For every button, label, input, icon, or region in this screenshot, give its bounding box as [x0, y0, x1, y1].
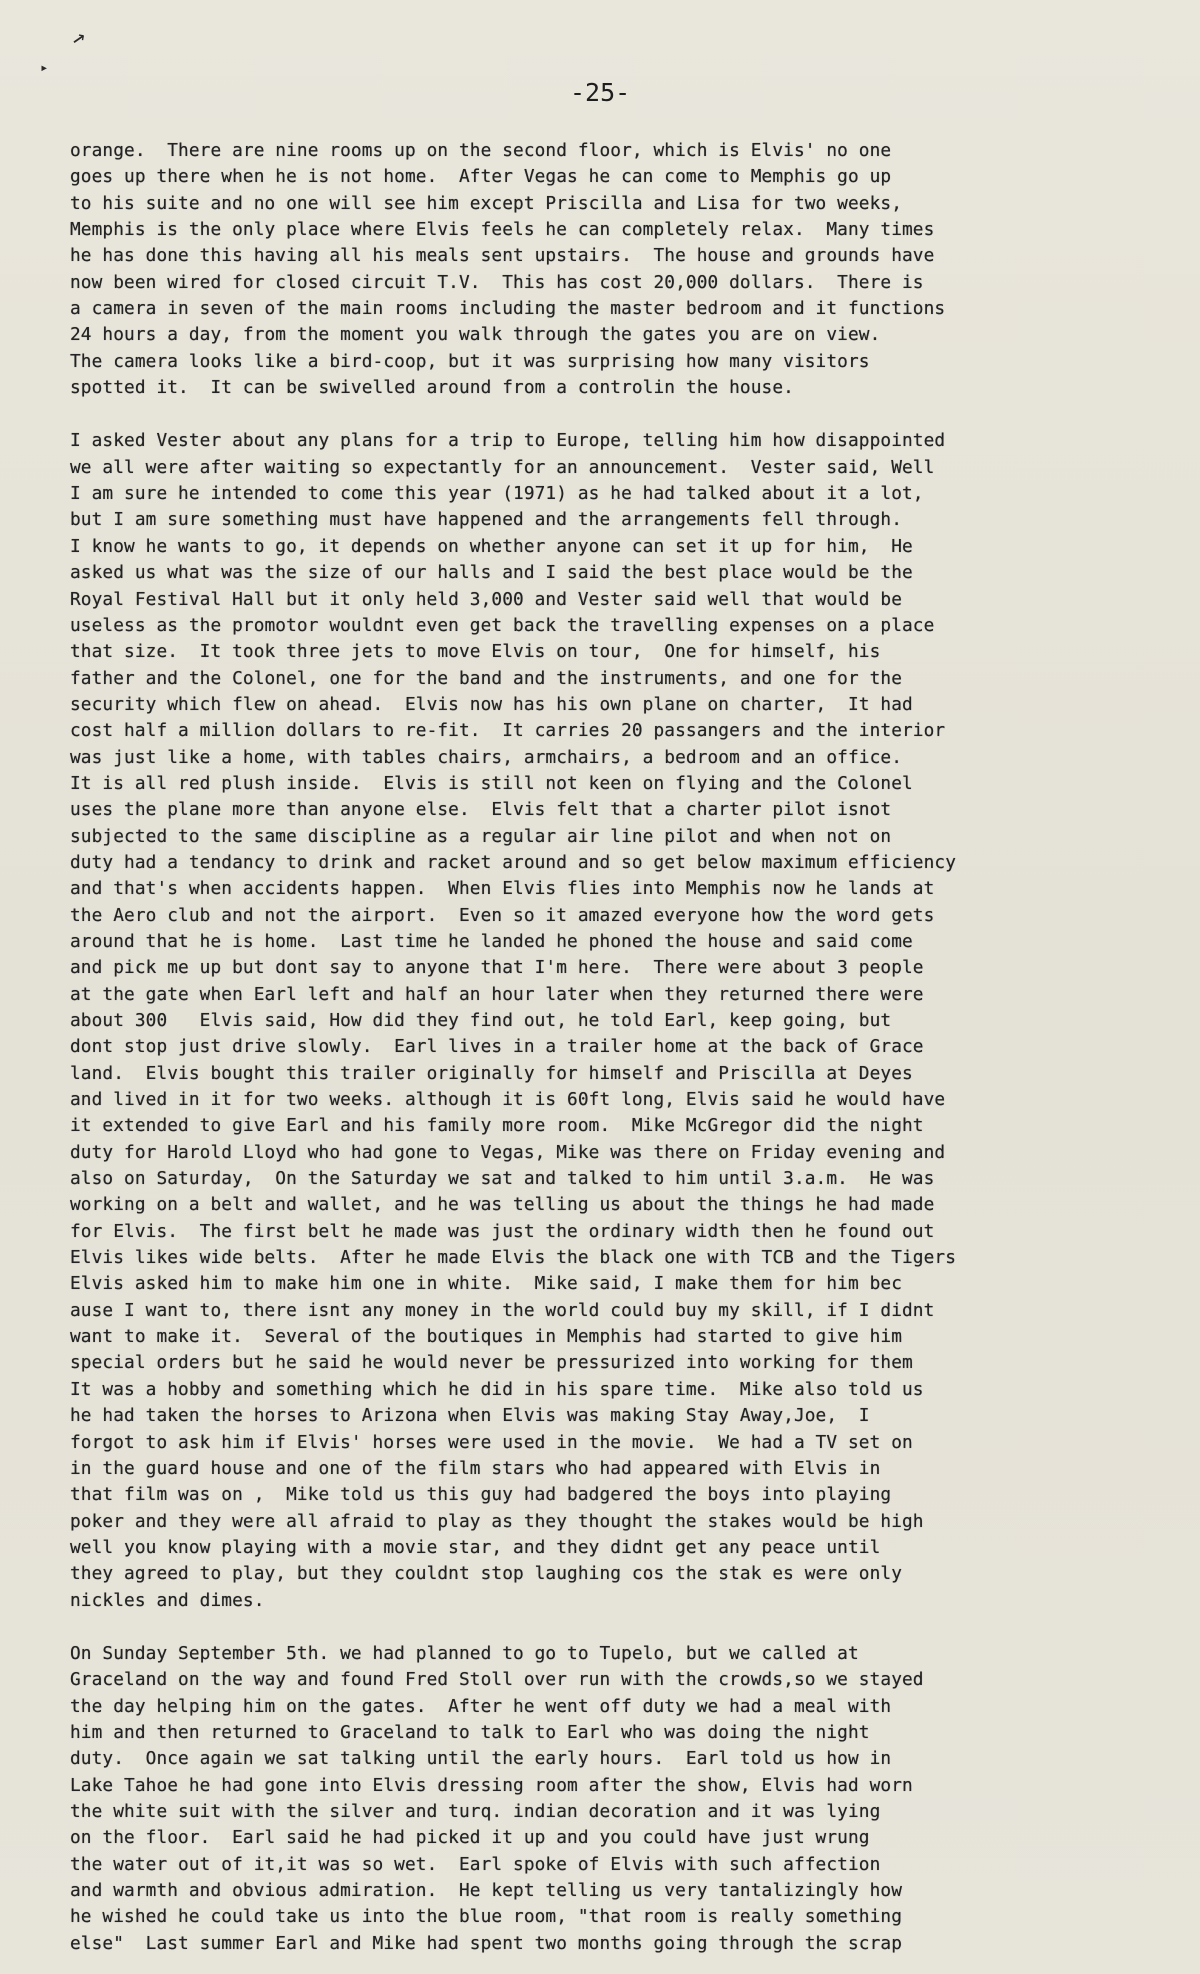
text-line: and warmth and obvious admiration. He kept telling us very tantalizingly how: [70, 1880, 903, 1901]
text-line: him and then returned to Graceland to talk to Earl who was doing the night: [70, 1721, 870, 1743]
text-line: cost half a million dollars to re-fit. It carries 20 passangers and the interior: [70, 720, 946, 742]
text-line: duty had a tendancy to drink and racket around and so get below maximum efficiency: [70, 851, 957, 873]
text-line: and lived in it for two weeks. although it is 60ft long, Elvis said he would have: [70, 1089, 946, 1111]
text-line: and pick me up but dont say to anyone that I'm here. There were about 3 people: [70, 957, 924, 979]
text-line: he wished he could take us into the blue room, "that room is really something: [70, 1906, 903, 1928]
text-line: Graceland on the way and found Fred Stoll over run with the crowds,so we stayed: [70, 1669, 924, 1691]
paragraph-gap: [70, 1614, 1180, 1641]
text-line: orange. There are nine rooms up on the second floor, which is Elvis' no one: [70, 140, 892, 161]
text-line: and that's when accidents happen. When Elvis flies into Memphis now he lands at: [70, 878, 935, 900]
text-line: they agreed to play, but they couldnt stop laughing cos the stak es were only: [70, 1563, 903, 1585]
text-line: Lake Tahoe he had gone into Elvis dressing room after the show, Elvis had worn: [70, 1774, 913, 1796]
text-line: useless as the promotor wouldnt even get back the travelling expenses on a place: [70, 614, 935, 636]
text-line: the Aero club and not the airport. Even so it amazed everyone how the word gets: [70, 904, 935, 926]
text-line: want to make it. Several of the boutiques in Memphis had started to give him: [70, 1326, 903, 1348]
paragraph-gap: [70, 401, 1180, 428]
text-line: forgot to ask him if Elvis' horses were used in the movie. We had a TV set on: [70, 1431, 913, 1453]
page-number: -25-: [570, 78, 631, 107]
text-line: for Elvis. The first belt he made was just the ordinary width then he found out: [70, 1220, 935, 1242]
text-line: On Sunday September 5th. we had planned to go to Tupelo, but we called at: [70, 1642, 859, 1664]
text-line: father and the Colonel, one for the band and the instruments, and one for the: [70, 667, 903, 689]
text-line: that size. It took three jets to move Elvis on tour, One for himself, his: [70, 641, 881, 663]
text-line: The camera looks like a bird-coop, but it was surprising how many visitors: [70, 350, 870, 372]
text-line: was just like a home, with tables chairs, armchairs, a bedroom and an office.: [70, 746, 903, 768]
text-line: it extended to give Earl and his family more room. Mike McGregor did the night: [70, 1115, 924, 1137]
text-line: asked us what was the size of our halls and I said the best place would be the: [70, 562, 913, 584]
text-line: subjected to the same discipline as a regular air line pilot and when not on: [70, 825, 892, 847]
text-line: the day helping him on the gates. After he went off duty we had a meal with: [70, 1695, 892, 1717]
text-line: It is all red plush inside. Elvis is still not keen on flying and the Colonel: [70, 772, 913, 794]
text-line: now been wired for closed circuit T.V. This has cost 20,000 dollars. There is: [70, 271, 924, 293]
paragraph-3: [70, 1641, 1180, 1957]
paragraph-2: [70, 428, 1180, 1613]
text-line: at the gate when Earl left and half an hour later when they returned there were: [70, 983, 924, 1005]
text-line: goes up there when he is not home. After Vegas he can come to Memphis go up: [70, 166, 892, 188]
pen-tick-mark: →: [66, 24, 92, 53]
text-line: else" Last summer Earl and Mike had spent two months going through the scrap: [70, 1932, 903, 1954]
text-line: land. Elvis bought this trailer originally for himself and Priscilla at Deyes: [70, 1062, 913, 1084]
text-line: also on Saturday, On the Saturday we sat and talked to him until 3.a.m. He was: [70, 1168, 935, 1190]
text-line: around that he is home. Last time he landed he phoned the house and said come: [70, 930, 913, 952]
text-line: but I am sure something must have happened and the arrangements fell through.: [70, 509, 903, 531]
text-line: we all were after waiting so expectantly for an announcement. Vester said, Well: [70, 456, 935, 478]
text-line: the white suit with the silver and turq. indian decoration and it was lying: [70, 1800, 881, 1822]
text-line: It was a hobby and something which he did in his spare time. Mike also told us: [70, 1378, 924, 1400]
text-line: in the guard house and one of the film stars who had appeared with Elvis in: [70, 1457, 881, 1479]
text-line: to his suite and no one will see him except Priscilla and Lisa for two weeks,: [70, 192, 903, 214]
text-line: uses the plane more than anyone else. Elvis felt that a charter pilot isnot: [70, 799, 892, 821]
text-line: he has done this having all his meals sent upstairs. The house and grounds have: [70, 245, 935, 267]
paragraph-1: [70, 138, 1180, 401]
text-line: 24 hours a day, from the moment you walk through the gates you are on view.: [70, 324, 881, 346]
text-line: he had taken the horses to Arizona when Elvis was making Stay Away,Joe, I: [70, 1405, 870, 1427]
pen-dot-mark: ▸: [40, 60, 49, 76]
text-line: duty for Harold Lloyd who had gone to Vegas, Mike was there on Friday evening and: [70, 1141, 946, 1163]
text-line: Royal Festival Hall but it only held 3,000 and Vester said well that would be: [70, 588, 903, 610]
text-line: well you know playing with a movie star, and they didnt get any peace until: [70, 1536, 881, 1558]
text-line: I know he wants to go, it depends on whether anyone can set it up for him, He: [70, 535, 913, 557]
text-line: spotted it. It can be swivelled around from a controlin the house.: [70, 377, 794, 399]
text-line: working on a belt and wallet, and he was telling us about the things he had made: [70, 1194, 935, 1216]
text-line: nickles and dimes.: [70, 1589, 265, 1611]
text-line: that film was on , Mike told us this guy had badgered the boys into playing: [70, 1484, 892, 1506]
text-line: a camera in seven of the main rooms including the master bedroom and it functions: [70, 298, 946, 320]
text-line: about 300 Elvis said, How did they find out, he told Earl, keep going, but: [70, 1010, 892, 1031]
text-line: Elvis asked him to make him one in white. Mike said, I make them for him bec: [70, 1273, 903, 1295]
text-line: duty. Once again we sat talking until the early hours. Earl told us how in: [70, 1748, 892, 1770]
text-line: Elvis likes wide belts. After he made Elvis the black one with TCB and the Tigers: [70, 1247, 957, 1269]
text-line: I am sure he intended to come this year (1971) as he had talked about it a lot,: [70, 483, 924, 505]
text-line: Memphis is the only place where Elvis feels he can completely relax. Many times: [70, 219, 935, 241]
text-line: poker and they were all afraid to play as they thought the stakes would be high: [70, 1510, 924, 1532]
text-line: ause I want to, there isnt any money in the world could buy my skill, if I didnt: [70, 1299, 935, 1321]
text-line: special orders but he said he would never be pressurized into working for them: [70, 1352, 913, 1374]
text-line: the water out of it,it was so wet. Earl spoke of Elvis with such affection: [70, 1853, 881, 1875]
text-line: on the floor. Earl said he had picked it up and you could have just wrung: [70, 1827, 870, 1849]
text-line: security which flew on ahead. Elvis now has his own plane on charter, It had: [70, 693, 913, 715]
typed-body-text: [70, 138, 1180, 1957]
text-line: I asked Vester about any plans for a trip to Europe, telling him how disappointed: [70, 430, 946, 452]
text-line: dont stop just drive slowly. Earl lives in a trailer home at the back of Grace: [70, 1036, 924, 1058]
